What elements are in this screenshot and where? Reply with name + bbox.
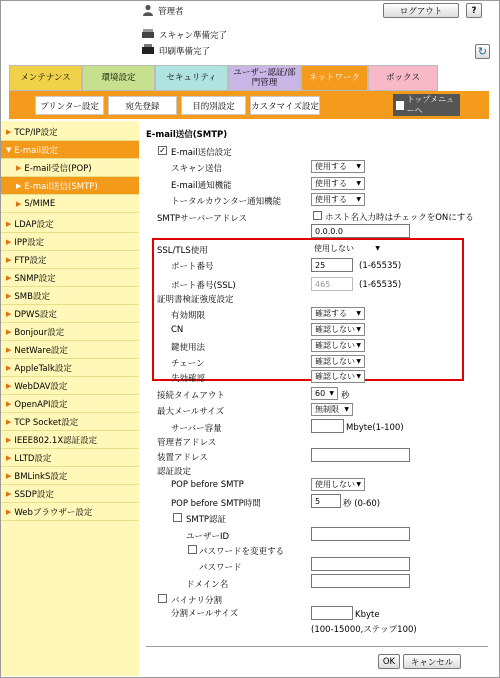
pop-time-input[interactable]: 5 [311, 494, 341, 508]
arrow-icon: ▶ [6, 255, 12, 264]
auth-setting-label: 認証設定 [157, 467, 192, 477]
max-mail-select[interactable]: 無制限 ▼ [311, 403, 353, 416]
page-title: E-mail送信(SMTP) [146, 130, 228, 140]
refresh-icon[interactable]: ↻ [475, 44, 490, 59]
ok-button[interactable]: OK [378, 654, 400, 669]
change-password-checkbox[interactable] [188, 545, 197, 554]
server-capacity-input[interactable] [311, 419, 344, 433]
timeout-unit: 秒 [341, 391, 350, 401]
print-status: 印刷準備完了 [159, 47, 211, 57]
device-address-label: 装置アドレス [157, 453, 208, 463]
scan-send-select[interactable]: 使用する ▼ [311, 160, 365, 173]
split-size-label: 分割メールサイズ [171, 609, 239, 619]
host-name-checkbox[interactable] [313, 211, 322, 220]
dropdown-icon: ▼ [356, 196, 361, 203]
dropdown-icon: ▼ [356, 373, 361, 380]
email-notify-label: E-mail通知機能 [171, 181, 232, 191]
sidebar-item-ipp[interactable]: ▶ IPP設定 [1, 233, 139, 251]
password-label: パスワード [199, 563, 242, 573]
arrow-icon: ▶ [6, 417, 12, 426]
sidebar-item-webdav[interactable]: ▶ WebDAV設定 [1, 377, 139, 395]
sidebar-item-email-smtp[interactable]: ▶ E-mail送信(SMTP) [1, 177, 139, 195]
cn-select[interactable]: 確認しない ▼ [311, 323, 365, 336]
sidebar-item-email-pop[interactable]: ▶ E-mail受信(POP) [1, 159, 139, 177]
sidebar-item-appletalk[interactable]: ▶ AppleTalk設定 [1, 359, 139, 377]
port-ssl-range: (1-65535) [359, 280, 402, 290]
server-capacity-unit: Mbyte(1-100) [346, 423, 404, 433]
domain-label: ドメイン名 [186, 580, 229, 590]
host-note: ホスト名入力時はチェックをONにする [325, 213, 474, 223]
password-input[interactable] [311, 557, 410, 571]
printer-icon [141, 43, 155, 55]
sidebar-item-tcp-socket[interactable]: ▶ TCP Socket設定 [1, 413, 139, 431]
arrow-icon: ▶ [6, 273, 12, 282]
sidebar-item-ssdp[interactable]: ▶ SSDP設定 [1, 485, 139, 503]
sidebar-item-web-browser[interactable]: ▶ Webブラウザー設定 [1, 503, 139, 521]
port-range: (1-65535) [359, 261, 402, 271]
dropdown-icon: ▼ [356, 163, 361, 170]
key-usage-select[interactable]: 確認しない ▼ [311, 339, 365, 352]
device-address-input[interactable] [311, 448, 410, 462]
sidebar-item-lltd[interactable]: ▶ LLTD設定 [1, 449, 139, 467]
smtp-server-label: SMTPサーバーアドレス [157, 214, 247, 224]
user-label: 管理者 [158, 7, 184, 17]
domain-input[interactable] [311, 574, 410, 588]
subtab-purpose[interactable]: 目的別設定 [181, 96, 246, 115]
arrow-icon: ▶ [6, 291, 12, 300]
sidebar-item-snmp[interactable]: ▶ SNMP設定 [1, 269, 139, 287]
sidebar-item-smime[interactable]: ▶ S/MIME [1, 195, 139, 213]
sidebar-item-ldap[interactable]: ▶ LDAP設定 [1, 215, 139, 233]
dropdown-icon: ▼ [375, 245, 380, 252]
sidebar-item-email[interactable]: ▼ E-mail設定 [1, 141, 139, 159]
email-send-checkbox[interactable]: ✓ [159, 146, 166, 155]
dropdown-icon: ▼ [344, 406, 349, 413]
port-ssl-input: 465 [311, 277, 353, 291]
revocation-label: 失効確認 [171, 374, 206, 384]
help-button[interactable]: ? [466, 3, 482, 18]
dropdown-icon: ▼ [329, 390, 334, 397]
cert-strength-label: 証明書検証強度設定 [157, 295, 234, 305]
split-size-input[interactable] [311, 606, 353, 620]
sidebar-item-bmlinks[interactable]: ▶ BMLinkS設定 [1, 467, 139, 485]
dropdown-icon: ▼ [356, 326, 361, 333]
user-id-input[interactable] [311, 527, 410, 541]
user-icon [142, 4, 154, 16]
sidebar-item-openapi[interactable]: ▶ OpenAPI設定 [1, 395, 139, 413]
total-counter-select[interactable]: 使用する ▼ [311, 193, 365, 206]
arrow-down-icon: ▼ [6, 145, 12, 154]
arrow-icon: ▶ [6, 453, 12, 462]
arrow-icon: ▶ [6, 237, 12, 246]
ssl-tls-select[interactable]: 使用しない ▼ [311, 242, 383, 255]
sidebar-item-smb[interactable]: ▶ SMB設定 [1, 287, 139, 305]
sidebar-item-ftp[interactable]: ▶ FTP設定 [1, 251, 139, 269]
email-notify-select[interactable]: 使用する ▼ [311, 177, 365, 190]
subtab-printer[interactable]: プリンター設定 [35, 96, 104, 115]
user-id-label: ユーザーID [186, 532, 230, 542]
split-size-range: (100-15000,ステップ100) [311, 625, 417, 635]
cn-label: CN [171, 325, 184, 335]
subtab-destination[interactable]: 宛先登録 [108, 96, 177, 115]
port-input[interactable]: 25 [311, 258, 353, 272]
menu-icon [396, 101, 404, 110]
smtp-auth-checkbox[interactable] [173, 513, 182, 522]
arrow-icon: ▶ [6, 345, 12, 354]
dropdown-icon: ▼ [356, 481, 361, 488]
tab-environment[interactable]: 環境設定 [82, 65, 155, 91]
tab-box[interactable]: ボックス [368, 65, 438, 91]
arrow-icon: ▶ [6, 327, 12, 336]
sidebar-item-netware[interactable]: ▶ NetWare設定 [1, 341, 139, 359]
arrow-icon: ▶ [16, 181, 22, 190]
validity-select[interactable]: 確認する ▼ [311, 307, 365, 320]
dropdown-icon: ▼ [356, 358, 361, 365]
arrow-icon: ▶ [6, 471, 12, 480]
arrow-icon: ▶ [6, 219, 12, 228]
arrow-icon: ▶ [6, 363, 12, 372]
logout-button[interactable]: ログアウト [383, 3, 459, 18]
dropdown-icon: ▼ [356, 342, 361, 349]
tab-maintenance[interactable]: メンテナンス [9, 65, 82, 91]
email-send-label: E-mail送信設定 [171, 148, 232, 158]
scan-send-label: スキャン送信 [171, 164, 223, 174]
smtp-server-input[interactable]: 0.0.0.0 [311, 224, 410, 238]
scan-status: スキャン準備完了 [159, 31, 228, 41]
footer-divider [146, 646, 488, 647]
key-usage-label: 鍵使用法 [171, 343, 206, 353]
arrow-icon: ▶ [6, 381, 12, 390]
subtab-custom[interactable]: カスタマイズ設定 [250, 96, 320, 115]
revocation-select[interactable]: 確認しない ▼ [311, 370, 365, 383]
binary-split-checkbox[interactable] [158, 594, 167, 603]
pop-before-select[interactable]: 使用しない ▼ [311, 478, 365, 491]
total-counter-label: トータルカウンター通知機能 [171, 197, 282, 207]
cancel-button[interactable]: キャンセル [403, 654, 461, 669]
arrow-icon: ▶ [6, 309, 12, 318]
sidebar-item-tcpip[interactable]: ▶ TCP/IP設定 [1, 123, 139, 141]
sidebar-item-dpws[interactable]: ▶ DPWS設定 [1, 305, 139, 323]
pop-time-label: POP before SMTP時間 [171, 499, 261, 509]
admin-address-label: 管理者アドレス [157, 438, 217, 448]
topmenu-button[interactable]: トップメニューへ [393, 94, 460, 116]
port-label: ポート番号 [171, 262, 214, 272]
dropdown-icon: ▼ [356, 180, 361, 187]
arrow-icon: ▶ [16, 199, 22, 208]
sidebar-item-ieee8021x[interactable]: ▶ IEEE802.1X認証設定 [1, 431, 139, 449]
max-mail-label: 最大メールサイズ [157, 407, 225, 417]
arrow-icon: ▶ [6, 127, 12, 136]
arrow-icon: ▶ [6, 489, 12, 498]
change-password-label: パスワードを変更する [199, 547, 285, 557]
tab-network[interactable]: ネットワーク [301, 65, 368, 91]
validity-label: 有効期限 [171, 311, 206, 321]
pop-time-unit: 秒 (0-60) [343, 499, 381, 509]
scanner-icon [141, 27, 155, 39]
port-ssl-label: ポート番号(SSL) [171, 281, 236, 291]
tab-security[interactable]: セキュリティ [155, 65, 228, 91]
chain-select[interactable]: 確認しない ▼ [311, 355, 365, 368]
server-capacity-label: サーバー容量 [171, 424, 222, 434]
arrow-icon: ▶ [16, 163, 22, 172]
smtp-auth-label: SMTP認証 [186, 515, 227, 525]
tab-user-auth[interactable]: ユーザー認証/部門管理 [228, 65, 301, 91]
chain-label: チェーン [171, 359, 205, 369]
timeout-label: 接続タイムアウト [157, 391, 225, 401]
timeout-select[interactable]: 60 ▼ [311, 387, 338, 400]
ssl-tls-label: SSL/TLS使用 [157, 246, 208, 256]
sidebar-item-bonjour[interactable]: ▶ Bonjour設定 [1, 323, 139, 341]
dropdown-icon: ▼ [356, 310, 361, 317]
binary-split-label: バイナリ分割 [171, 596, 223, 606]
arrow-icon: ▶ [6, 435, 12, 444]
pop-before-label: POP before SMTP [171, 480, 244, 490]
arrow-icon: ▶ [6, 507, 12, 516]
arrow-icon: ▶ [6, 399, 12, 408]
split-size-unit: Kbyte [355, 610, 380, 620]
